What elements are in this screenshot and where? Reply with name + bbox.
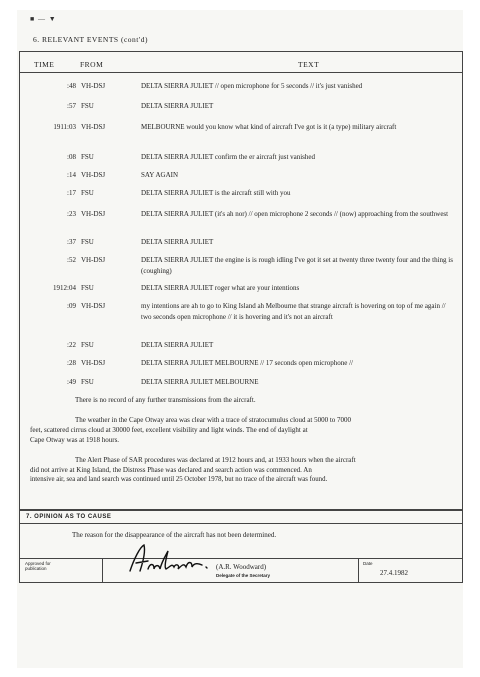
row-from: FSU bbox=[81, 153, 94, 161]
row-time: :14 bbox=[67, 171, 76, 179]
row-from: FSU bbox=[81, 341, 94, 349]
row-time: :57 bbox=[67, 102, 76, 110]
row-text: DELTA SIERRA JULIET // open microphone for 5 seconds // it's just vanished bbox=[141, 82, 363, 90]
approved-label-line-1: Approved for bbox=[25, 561, 51, 566]
row-time: 1911:03 bbox=[53, 123, 76, 131]
row-time: :17 bbox=[67, 189, 76, 197]
sar-paragraph-line-3: intensive air, sea and land search was continued until 25 October 1978, but no trace of the aircraft was found. bbox=[30, 476, 328, 483]
row-text: DELTA SIERRA JULIET MELBOURNE bbox=[141, 378, 259, 386]
events-table bbox=[19, 51, 463, 510]
row-text: DELTA SIERRA JULIET (it's ah nor) // open microphone 2 seconds // (now) approaching from the southwest bbox=[141, 210, 449, 218]
row-time: :37 bbox=[67, 238, 76, 246]
row-text: DELTA SIERRA JULIET bbox=[141, 341, 214, 349]
row-text: DELTA SIERRA JULIET is the aircraft still with you bbox=[141, 189, 291, 197]
opinion-text: The reason for the disappearance of the aircraft has not been determined. bbox=[72, 531, 277, 539]
row-time: :22 bbox=[67, 341, 76, 349]
row-from: VH-DSJ bbox=[81, 256, 106, 264]
row-text: DELTA SIERRA JULIET bbox=[141, 102, 214, 110]
signatory-name: (A.R. Woodward) bbox=[216, 563, 267, 571]
row-time: :48 bbox=[67, 82, 76, 90]
approved-for-publication-label bbox=[25, 561, 51, 571]
row-text: DELTA SIERRA JULIET the engine is is rough idling I've got it set at twenty three twenty four and the thing is (coughing) bbox=[141, 256, 453, 275]
row-from: FSU bbox=[81, 284, 94, 292]
approval-date: 27.4.1982 bbox=[380, 569, 408, 577]
column-header-from: FROM bbox=[80, 60, 104, 69]
approved-label-line-2: publication bbox=[25, 566, 47, 571]
row-from: VH-DSJ bbox=[81, 210, 106, 218]
approval-divider bbox=[20, 558, 462, 559]
signatory-role: Delegate of the Secretary bbox=[216, 573, 271, 578]
row-text: DELTA SIERRA JULIET confirm the er aircraft just vanished bbox=[141, 153, 316, 161]
row-time: :09 bbox=[67, 302, 76, 310]
row-text: DELTA SIERRA JULIET roger what are your intentions bbox=[141, 284, 300, 292]
row-text: MELBOURNE would you know what kind of aircraft I've got is it (a type) military aircraft bbox=[141, 123, 397, 131]
date-column-divider bbox=[358, 558, 359, 582]
row-from: FSU bbox=[81, 189, 94, 197]
no-further-transmissions-text: There is no record of any further transmissions from the aircraft. bbox=[75, 396, 256, 404]
row-from: FSU bbox=[81, 238, 94, 246]
weather-paragraph-line-2: feet, scattered cirrus cloud at 30000 feet, excellent visibility and light winds. The end of daylight at bbox=[30, 426, 308, 434]
weather-paragraph-line-1: The weather in the Cape Otway area was clear with a trace of stratocumulus cloud at 5000 to 7000 bbox=[75, 416, 352, 424]
corner-mark: ■ — ▼ bbox=[30, 15, 57, 23]
date-label: Date bbox=[363, 561, 373, 566]
handwritten-signature bbox=[122, 541, 212, 577]
row-text: DELTA SIERRA JULIET MELBOURNE // 17 seconds open microphone // bbox=[141, 359, 353, 367]
opinion-title: 7. OPINION AS TO CAUSE bbox=[26, 514, 112, 520]
row-from: FSU bbox=[81, 378, 94, 386]
column-header-time: TIME bbox=[34, 60, 55, 69]
row-time: :23 bbox=[67, 210, 76, 218]
row-time: :28 bbox=[67, 359, 76, 367]
row-from: VH-DSJ bbox=[81, 82, 106, 90]
row-from: VH-DSJ bbox=[81, 359, 106, 367]
row-time: :49 bbox=[67, 378, 76, 386]
row-text: SAY AGAIN bbox=[141, 171, 179, 179]
row-time: :52 bbox=[67, 256, 76, 264]
opinion-section bbox=[19, 510, 463, 583]
row-text: DELTA SIERRA JULIET bbox=[141, 238, 214, 246]
sar-paragraph-line-2: did not arrive at King Island, the Distress Phase was declared and search action was commenced. An bbox=[30, 466, 312, 474]
column-header-text: TEXT bbox=[298, 60, 320, 69]
header-divider bbox=[20, 72, 462, 73]
row-from: VH-DSJ bbox=[81, 123, 106, 131]
section-title: 6. RELEVANT EVENTS (cont'd) bbox=[33, 35, 148, 44]
row-from: VH-DSJ bbox=[81, 171, 106, 179]
row-text: my intentions are ah to go to King Island ah Melbourne that strange aircraft is hovering on top of me again // two seconds open microphone // it is hovering and it's not an aircraft bbox=[141, 302, 446, 321]
row-time: :08 bbox=[67, 153, 76, 161]
approval-column-divider bbox=[102, 558, 103, 582]
sar-paragraph-line-1: The Alert Phase of SAR procedures was declared at 1912 hours and, at 1933 hours when the aircraft bbox=[75, 456, 356, 464]
opinion-divider bbox=[20, 523, 462, 524]
row-from: FSU bbox=[81, 102, 94, 110]
weather-paragraph-line-3: Cape Otway was at 1918 hours. bbox=[30, 436, 120, 444]
row-from: VH-DSJ bbox=[81, 302, 106, 310]
row-time: 1912:04 bbox=[53, 284, 76, 292]
